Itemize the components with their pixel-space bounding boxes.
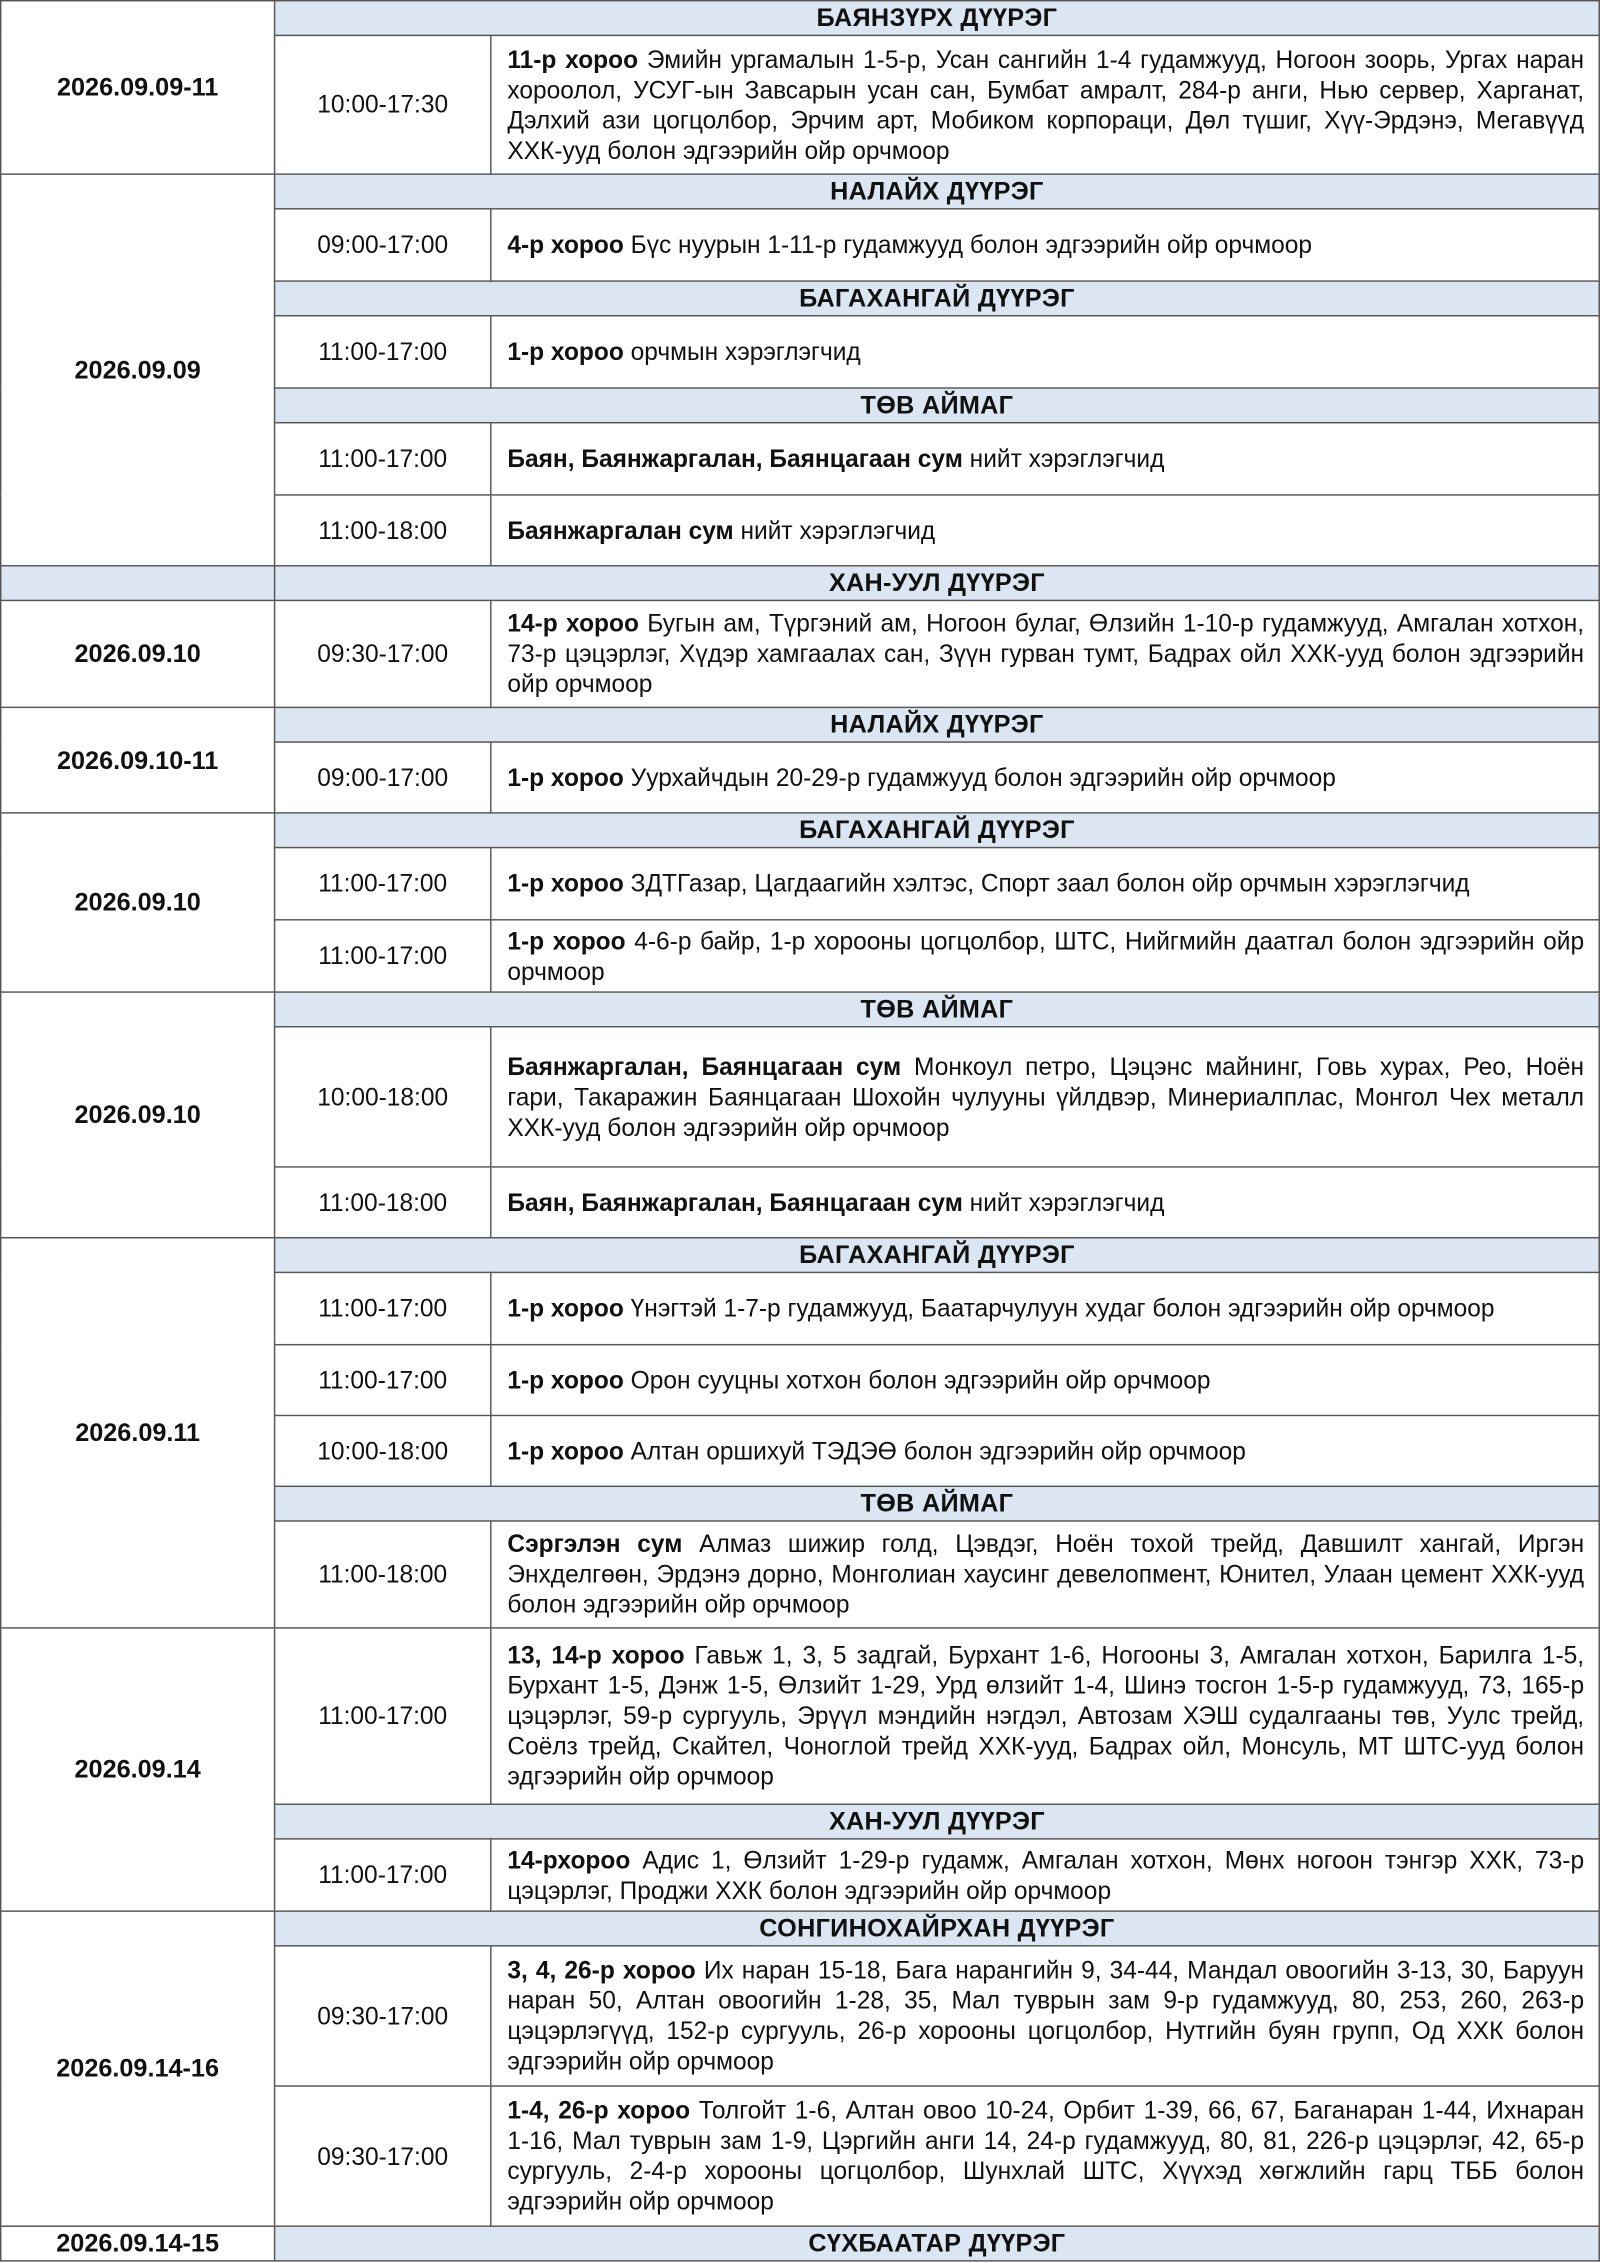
khoroo-label: 14-рхороо	[507, 1846, 631, 1874]
area-description	[491, 1345, 1599, 1416]
khoroo-label: 1-р хороо	[507, 338, 624, 366]
district-header-row	[1, 1, 1600, 36]
district-name: ТӨВ АЙМАГ	[275, 1486, 1600, 1521]
khoroo-label: Баянжаргалан, Баянцагаан сум	[507, 1052, 902, 1081]
khoroo-label: Баян, Баянжаргалан, Баянцагаан сум	[507, 1188, 963, 1217]
khoroo-label: Баян, Баянжаргалан, Баянцагаан сум	[507, 445, 963, 473]
header-spacer	[1, 566, 275, 601]
district-name: НАЛАЙХ ДҮҮРЭГ	[275, 707, 1600, 742]
time-range: 09:00-17:00	[275, 742, 491, 813]
area-list: Орон сууцны хотхон болон эдгээрийн ойр орчмоор	[630, 1366, 1211, 1394]
time-range: 11:00-18:00	[275, 1167, 491, 1238]
date-cell: 2026.09.14	[1, 1628, 275, 1911]
date-cell: 2026.09.09-11	[1, 1, 275, 174]
area-list: Бугын ам, Түргэний ам, Ногоон булаг, Өлзийн 1-10-р гудамжууд, Амгалан хотхон, 73-р цэцэрлэг, Хүдэр хамгаалах сан, Зүүн гурван тумт, Бадрах ойл ХХК-ууд болон эдгээрийн ойр орчмоор	[507, 609, 1585, 698]
date-cell: 2026.09.11	[1, 1238, 275, 1628]
district-name: БАГАХАНГАЙ ДҮҮРЭГ	[275, 281, 1600, 316]
district-header-row	[1, 174, 1600, 209]
district-name: НАЛАЙХ ДҮҮРЭГ	[275, 174, 1600, 209]
district-name: ТӨВ АЙМАГ	[275, 992, 1600, 1027]
area-description	[491, 1946, 1599, 2086]
area-description	[491, 209, 1599, 281]
date-cell: 2026.09.10-11	[1, 707, 275, 812]
khoroo-label: 13, 14-р хороо	[507, 1641, 685, 1670]
area-list: ЗДТГазар, Цагдаагийн хэлтэс, Спорт заал болон ойр орчмын хэрэглэгчид	[630, 869, 1470, 898]
area-list: Адис 1, Өлзийт 1-29-р гудамж, Амгалан хотхон, Мөнх ногоон тэнгэр ХХК, 73-р цэцэрлэг, Проджи ХХК болон эдгээрийн ойр орчмоор	[507, 1846, 1585, 1904]
time-range: 11:00-17:00	[275, 1839, 491, 1911]
khoroo-label: 1-р хороо	[507, 1437, 624, 1465]
date-cell: 2026.09.14-15	[1, 2226, 275, 2261]
area-description	[491, 848, 1599, 920]
area-description	[491, 742, 1599, 813]
area-list: нийт хэрэглэгчид	[969, 1188, 1165, 1217]
khoroo-label: 4-р хороо	[507, 231, 624, 259]
time-range: 11:00-17:00	[275, 920, 491, 992]
area-description	[491, 1628, 1599, 1804]
area-description	[491, 1521, 1599, 1628]
area-list: Толгойт 1-6, Алтан овоо 10-24, Орбит 1-39, 66, 67, Баганаран 1-44, Ихнаран 1-16, Мал туврын зам 1-9, Цэргийн анги 14, 24-р гудамжууд, 80, 81, 226-р цэцэрлэг, 42, 65-р сургууль, 2-4-р хорооны цогцолбор, Шунхлай ШТС, Хүүхэд хөгжлийн гарц ТББ болон эдгээрийн ойр орчмоор	[507, 2096, 1585, 2216]
district-name: БАЯНЗҮРХ ДҮҮРЭГ	[275, 1, 1600, 36]
schedule-row	[1, 600, 1600, 707]
area-description	[491, 423, 1599, 495]
khoroo-label: Баянжаргалан сум	[507, 516, 734, 545]
khoroo-label: 1-р хороо	[507, 927, 626, 955]
time-range: 11:00-17:00	[275, 848, 491, 920]
area-description	[491, 316, 1599, 388]
time-range: 11:00-17:00	[275, 1272, 491, 1344]
area-description	[491, 1167, 1599, 1238]
time-range: 10:00-18:00	[275, 1027, 491, 1167]
area-description	[491, 920, 1599, 992]
area-list: Алмаз шижир голд, Цэвдэг, Ноён тохой трейд, Давшилт хангай, Иргэн Энхделгөөн, Эрдэнэ дорно, Монголиан хаусинг девелопмент, Юнител, Улаан цемент ХХК-ууд болон эдгээрийн ойр орчмоор	[507, 1530, 1585, 1619]
area-list: Бүс нуурын 1-11-р гудамжууд болон эдгээрийн ойр орчмоор	[630, 231, 1313, 259]
area-description	[491, 495, 1599, 566]
area-list: Монкоул петро, Цэцэнс майнинг, Говь хурах, Рео, Ноён гари, Такаражин Баянцагаан Шохойн чулууны үйлдвэр, Минериалплас, Монгол Чех металл ХХК-ууд болон эдгээрийн ойр орчмоор	[507, 1052, 1585, 1141]
area-description	[491, 1272, 1599, 1344]
district-header-row	[1, 813, 1600, 848]
area-list: 4-6-р байр, 1-р хорооны цогцолбор, ШТС, Нийгмийн даатгал болон эдгээрийн ойр орчмоор	[507, 927, 1585, 985]
district-header-row	[1, 992, 1600, 1027]
district-name: СҮХБААТАР ДҮҮРЭГ	[275, 2226, 1600, 2261]
khoroo-label: 11-р хороо	[507, 45, 639, 73]
time-range: 11:00-18:00	[275, 1521, 491, 1628]
district-name: ХАН-УУЛ ДҮҮРЭГ	[275, 566, 1600, 601]
area-list: Гавьж 1, 3, 5 задгай, Бурхант 1-6, Ногооны 3, Амгалан хотхон, Барилга 1-5, Бурхант 1-5, Дэнж 1-5, Өлзийт 1-29, Урд өлзийт 1-4, Шинэ тосгон 1-5-р гудамжууд, 73, 165-р цэцэрлэг, 59-р сургууль, Эрүүл мэндийн нэгдэл, Автозам ХЭШ судалгааны төв, Уулс трейд, Соёлз трейд, Скайтел, Чоноглой трейд ХХК-ууд, Бадрах ойл, Монсуль, МТ ШТС-ууд болон эдгээрийн ойр орчмоор	[507, 1641, 1585, 1791]
district-name: ХАН-УУЛ ДҮҮРЭГ	[275, 1804, 1600, 1839]
date-cell: 2026.09.09	[1, 174, 275, 566]
area-list: Уурхайчдын 20-29-р гудамжууд болон эдгээрийн ойр орчмоор	[630, 763, 1336, 792]
district-header-row	[1, 566, 1600, 601]
khoroo-label: 1-р хороо	[507, 1366, 624, 1394]
area-description	[491, 1839, 1599, 1911]
date-cell: 2026.09.10	[1, 992, 275, 1238]
district-header-row	[1, 1911, 1600, 1946]
district-name: БАГАХАНГАЙ ДҮҮРЭГ	[275, 813, 1600, 848]
time-range: 10:00-18:00	[275, 1415, 491, 1486]
time-range: 09:30-17:00	[275, 1946, 491, 2086]
area-list: нийт хэрэглэгчид	[740, 516, 936, 545]
district-name: БАГАХАНГАЙ ДҮҮРЭГ	[275, 1238, 1600, 1273]
time-range: 11:00-17:00	[275, 1628, 491, 1804]
area-list: Үнэгтэй 1-7-р гудамжууд, Баатарчулуун худаг болон эдгээрийн ойр орчмоор	[630, 1294, 1495, 1323]
district-name: ТӨВ АЙМАГ	[275, 388, 1600, 423]
khoroo-label: 1-р хороо	[507, 763, 624, 792]
khoroo-label: 1-4, 26-р хороо	[507, 2096, 691, 2125]
time-range: 11:00-17:00	[275, 1345, 491, 1416]
khoroo-label: 1-р хороо	[507, 1294, 624, 1323]
area-list: орчмын хэрэглэгчид	[630, 338, 861, 366]
khoroo-label: Сэргэлэн сум	[507, 1530, 683, 1558]
khoroo-label: 1-р хороо	[507, 869, 624, 898]
time-range: 09:00-17:00	[275, 209, 491, 281]
area-description	[491, 35, 1599, 174]
khoroo-label: 14-р хороо	[507, 609, 639, 638]
time-range: 11:00-18:00	[275, 495, 491, 566]
area-list: Алтан оршихуй ТЭДЭӨ болон эдгээрийн ойр орчмоор	[630, 1437, 1246, 1465]
area-list: нийт хэрэглэгчид	[969, 445, 1165, 473]
district-name: СОНГИНОХАЙРХАН ДҮҮРЭГ	[275, 1911, 1600, 1946]
area-description	[491, 2086, 1599, 2226]
khoroo-label: 3, 4, 26-р хороо	[507, 1956, 696, 1985]
district-header-row	[1, 2226, 1600, 2261]
time-range: 09:30-17:00	[275, 2086, 491, 2226]
area-description	[491, 1027, 1599, 1167]
time-range: 11:00-17:00	[275, 316, 491, 388]
date-cell: 2026.09.10	[1, 600, 275, 707]
date-cell: 2026.09.10	[1, 813, 275, 992]
time-range: 09:30-17:00	[275, 600, 491, 707]
district-header-row	[1, 1238, 1600, 1273]
area-description	[491, 600, 1599, 707]
district-header-row	[1, 707, 1600, 742]
area-list: Эмийн ургамалын 1-5-р, Усан сангийн 1-4 гудамжууд, Ногоон зоорь, Ургах наран хороолол, УСУГ-ын Завсарын усан сан, Бумбат амралт, 284-р анги, Нью сервер, Харганат, Дэлхий ази цогцолбор, Эрчим арт, Мобиком корпораци, Дөл түшиг, Хүү-Эрдэнэ, Мегавүүд ХХК-ууд болон эдгээрийн ойр орчмоор	[507, 45, 1585, 165]
schedule-row	[1, 1628, 1600, 1804]
area-description	[491, 1415, 1599, 1486]
time-range: 10:00-17:30	[275, 35, 491, 174]
time-range: 11:00-17:00	[275, 423, 491, 495]
date-cell: 2026.09.14-16	[1, 1911, 275, 2226]
area-list: Их наран 15-18, Бага нарангийн 9, 34-44, Мандал овоогийн 3-13, 30, Баруун наран 50, Алтан овоогийн 1-28, 35, Мал туврын зам 9-р гудамжууд, 80, 253, 260, 263-р цэцэрлэгүүд, 152-р сургууль, 26-р хорооны цогцолбор, Нутгийн буян групп, Од ХХК болон эдгээрийн ойр орчмоор	[507, 1956, 1585, 2076]
